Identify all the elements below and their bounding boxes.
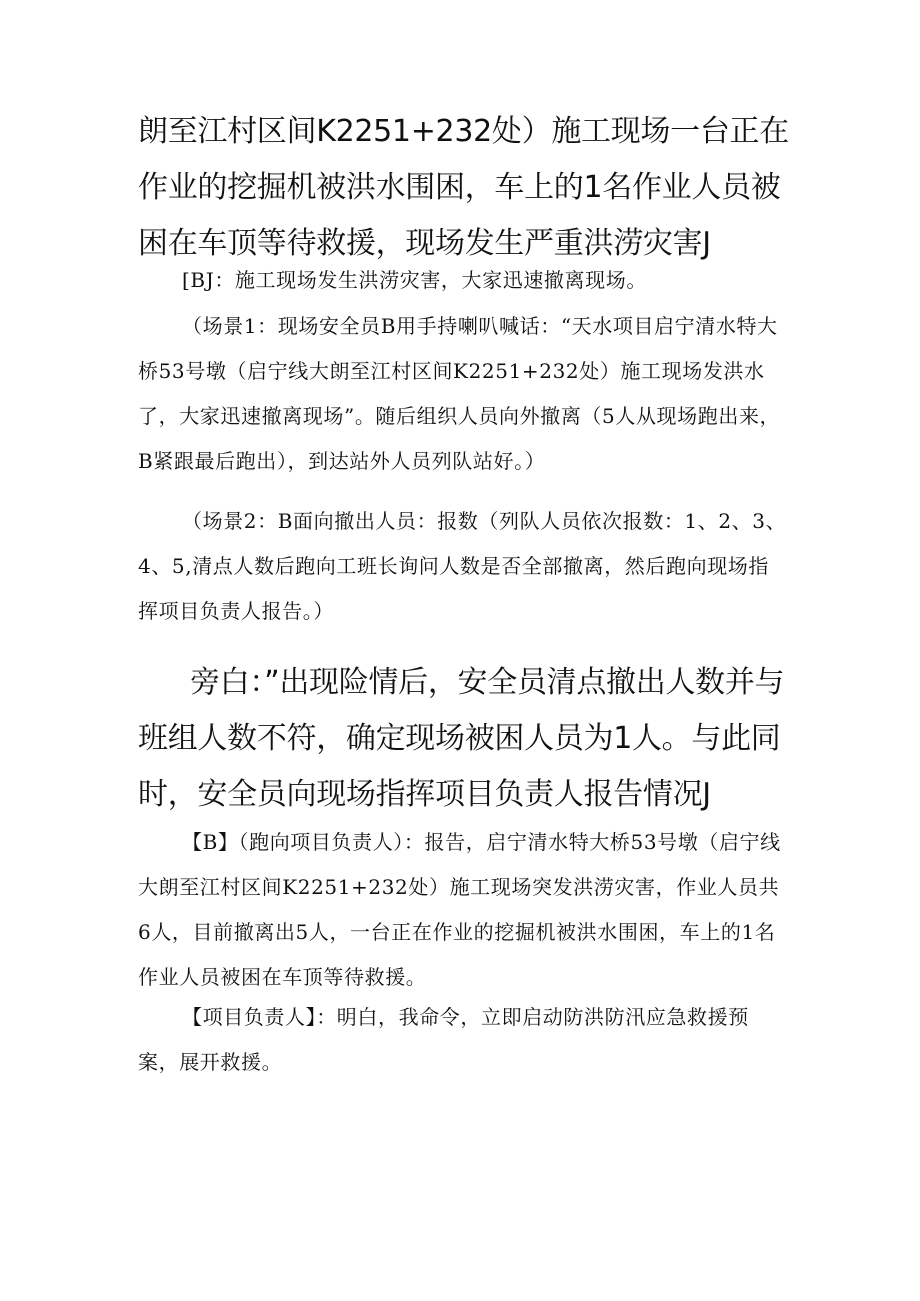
narration-paragraph: 旁白：”出现险情后，安全员清点撤出人数并与班组人数不符，确定现场被困人员为1人。与此同时，安全员向现场指挥项目负责人报告情况J (138, 665, 785, 812)
b-report-paragraph: 【B】（跑向项目负责人）：报告，启宁清水特大桥53号墩（启宁线大朗至江村区间K2251+232处）施工现场突发洪涝灾害，作业人员共6人，目前撤离出5人，一台正在作业的挖掘机被洪水围困，车上的1名作业人员被困在车顶等待救援。 (138, 830, 781, 989)
scene-1-paragraph: （场景1：现场安全员B用手持喇叭喊话：“天水项目启宁清水特大桥53号墩（启宁线大朗至江村区间K2251+232处）施工现场发洪水了，大家迅速撤离现场”。随后组织人员向外撤离（5人从现场跑出来，B紧跟最后跑出），到达站外人员列队站好。） (138, 314, 781, 473)
b-line-paragraph: [BJ：施工现场发生洪涝灾害，大家迅速撤离现场。 (182, 268, 647, 292)
narration-continued-paragraph: 朗至江村区间K2251+232处）施工现场一台正在作业的挖掘机被洪水围困，车上的1名作业人员被困在车顶等待救援，现场发生严重洪涝灾害J (138, 114, 789, 261)
project-leader-paragraph: 【项目负责人】：明白，我命令，立即启动防洪防汛应急救援预案，展开救援。 (138, 1005, 749, 1074)
scene-2-paragraph: （场景2：B面向撤出人员：报数（列队人员依次报数：1、2、3、4、5,清点人数后跑向工班长询问人数是否全部撤离，然后跑向现场指挥项目负责人报告。） (138, 509, 787, 623)
